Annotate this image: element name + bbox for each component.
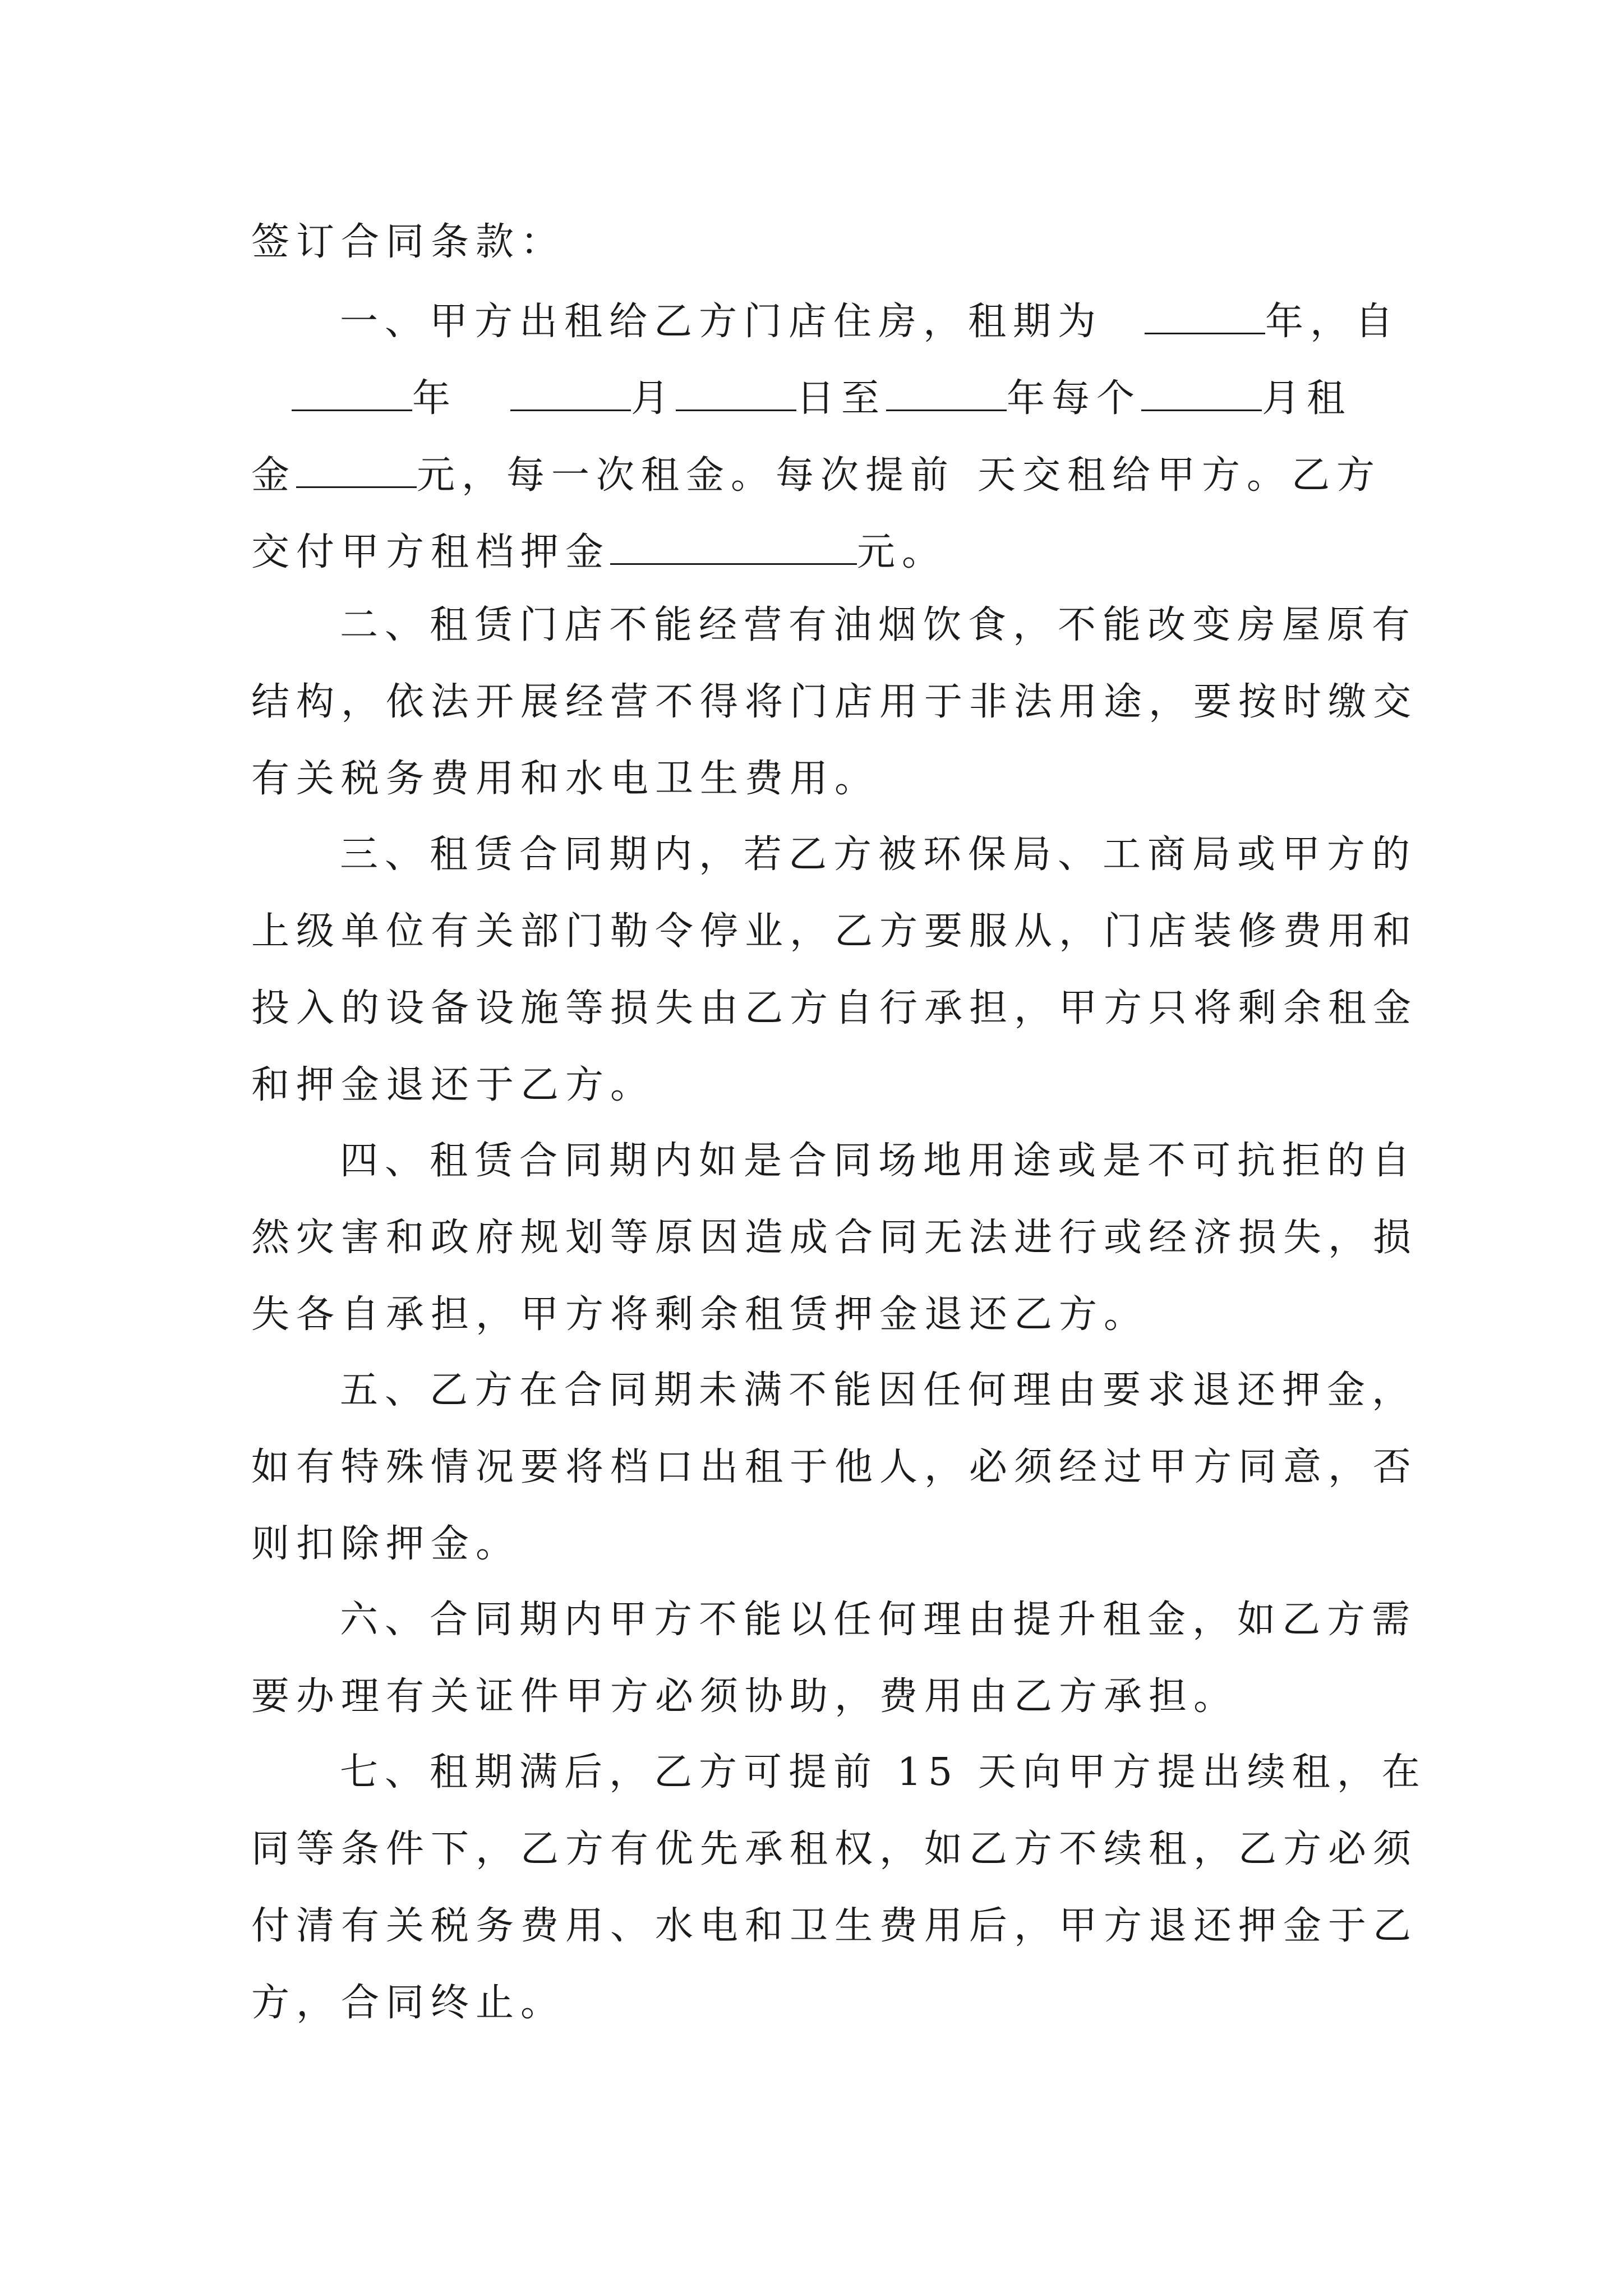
clause-7-line-2: 同等条件下，乙方有优先承租权，如乙方不续租，乙方必须: [251, 1827, 1418, 1871]
start-day-blank[interactable]: [676, 377, 796, 411]
clause-7-line-3: 付清有关税务费用、水电和卫生费用后，甲方退还押金于乙: [251, 1904, 1418, 1948]
clause-2-line-1: 二、租赁门店不能经营有油烟饮食，不能改变房屋原有: [340, 603, 1417, 647]
start-year-blank[interactable]: [292, 377, 412, 411]
clause-7-line-1: 七、租期满后，乙方可提前 15 天向甲方提出续租，在: [340, 1750, 1427, 1795]
clause-4-line-3: 失各自承担，甲方将剩余租赁押金退还乙方。: [251, 1292, 1149, 1337]
clause-4-line-2: 然灾害和政府规划等原因造成合同无法进行或经济损失，损: [251, 1216, 1418, 1260]
clause-5-line-1: 五、乙方在合同期未满不能因任何理由要求退还押金，: [340, 1368, 1417, 1412]
clause-5-line-2: 如有特殊情况要将档口出租于他人，必须经过甲方同意，否: [251, 1445, 1418, 1489]
clause-3-line-2: 上级单位有关部门勒令停业，乙方要服从，门店装修费用和: [251, 909, 1418, 954]
clause-1-line-4: 交付甲方租档押金 元。: [251, 530, 947, 574]
clause-1-line-2: 年 月 日至 年每个 月租: [292, 377, 1352, 418]
clause-1-line-1: 一、甲方出租给乙方门店住房，租期为 年，自: [340, 300, 1400, 344]
clause-3-line-1: 三、租赁合同期内，若乙方被环保局、工商局或甲方的: [340, 832, 1417, 877]
clause-5-line-3: 则扣除押金。: [251, 1522, 521, 1566]
clause-6-line-1: 六、合同期内甲方不能以任何理由提升租金，如乙方需: [340, 1598, 1417, 1642]
clause-4-line-1: 四、租赁合同期内如是合同场地用途或是不可抗拒的自: [340, 1139, 1417, 1183]
end-year-blank[interactable]: [886, 377, 1007, 411]
rent-months-blank[interactable]: [1141, 377, 1262, 411]
contract-heading: 签订合同条款：: [251, 220, 566, 264]
lease-years-blank[interactable]: [1145, 300, 1265, 334]
clause-3-line-4: 和押金退还于乙方。: [251, 1063, 656, 1107]
clause-3-line-3: 投入的设备设施等损失由乙方自行承担，甲方只将剩余租金: [251, 986, 1418, 1030]
rent-amount-blank[interactable]: [296, 454, 417, 488]
deposit-amount-blank[interactable]: [610, 531, 857, 565]
clause-2-line-3: 有关税务费用和水电卫生费用。: [251, 757, 880, 801]
start-month-blank[interactable]: [510, 377, 631, 411]
clause-6-line-2: 要办理有关证件甲方必须协助，费用由乙方承担。: [251, 1674, 1239, 1719]
clause-7-line-4: 方，合同终止。: [251, 1981, 566, 2025]
clause-1-line-3: 金 元，每一次租金。每次提前 天交租给甲方。乙方: [251, 453, 1382, 498]
clause-2-line-2: 结构，依法开展经营不得将门店用于非法用途，要按时缴交: [251, 680, 1418, 724]
